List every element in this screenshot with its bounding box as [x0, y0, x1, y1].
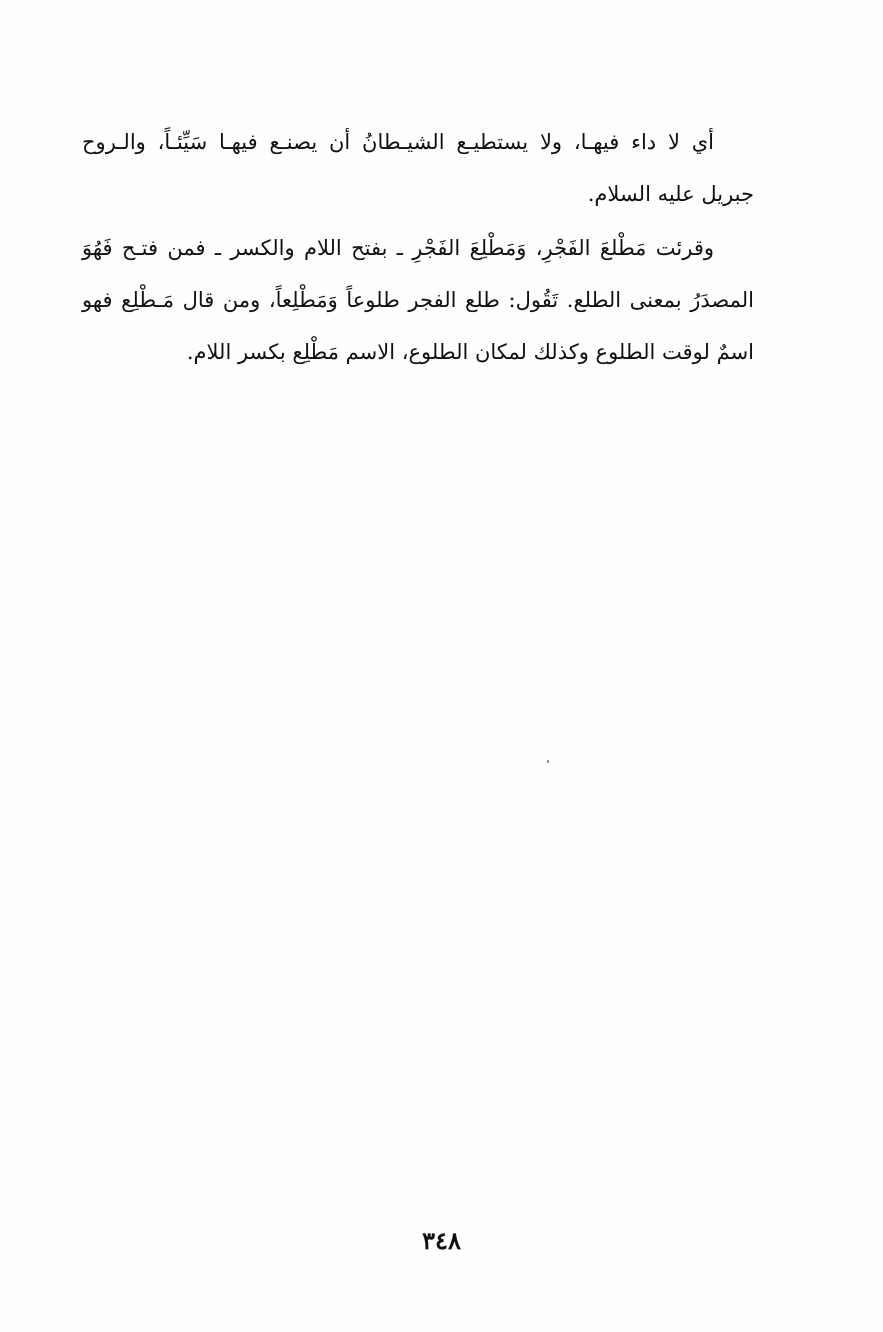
body-text	[82, 116, 754, 378]
page-number: ٣٤٨	[422, 1226, 461, 1255]
paragraph-2: وقرئت مَطْلعَ الفَجْرِ، وَمَطْلِعَ الفَجْرِ ـ بفتح اللام والكسر ـ فمن فتـح فَهُوَ المصدَرُ بمعنى الطلع. تَقُول: طلع الفجر طلوعاً وَمَطْلِعاً، ومن قال مَـطْلِع فهو اسمٌ لوقت الطلوع وكذلك لمكان الطلوع، الاسم مَطْلِع بكسر اللام.	[82, 236, 754, 364]
paragraph-1: أي لا داء فيهـا، ولا يستطيـع الشيـطانُ أن يصنـع فيهـا سَيِّئـاً، والـروح جبريل عليه السلام.	[82, 130, 754, 206]
scan-speck	[547, 760, 549, 763]
